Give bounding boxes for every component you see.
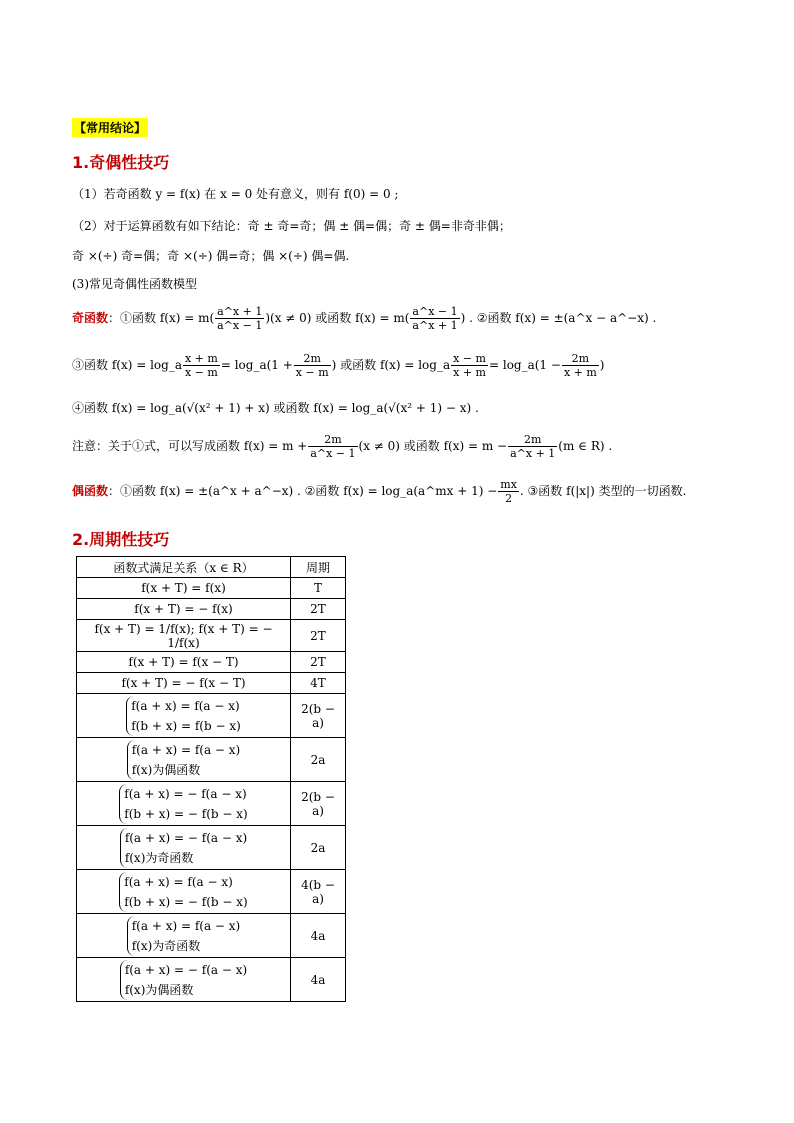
fraction-numerator: 2m bbox=[294, 352, 331, 366]
fraction-numerator: a^x + 1 bbox=[217, 305, 263, 318]
fraction bbox=[451, 352, 488, 379]
equation-line: f(a + x) = f(a − x) bbox=[124, 874, 233, 889]
odd1-text-b: )(x ≠ 0) 或函数 f(x) = m( bbox=[265, 311, 410, 325]
fraction-denominator: a^x + 1 bbox=[510, 447, 556, 460]
odd3-text-a: ③函数 f(x) = log_a bbox=[72, 358, 182, 372]
odd1-text-a: ：①函数 f(x) = m( bbox=[108, 311, 215, 325]
fraction-denominator: a^x − 1 bbox=[310, 447, 356, 460]
odd1-text-c: ) . ②函数 f(x) = ±(a^x − a^−x) . bbox=[460, 311, 657, 325]
equation-line: f(a + x) = − f(a − x) bbox=[124, 830, 248, 845]
equation-line: f(a + x) = − f(a − x) bbox=[124, 962, 248, 977]
equation-line: f(x + T) = f(x − T) bbox=[128, 655, 239, 669]
fraction-numerator: 2m bbox=[508, 433, 557, 447]
para-multiplication-rules: 奇 ×(÷) 奇=偶；奇 ×(÷) 偶=奇；偶 ×(÷) 偶=偶. bbox=[72, 249, 350, 263]
equation-system bbox=[119, 784, 247, 824]
period-cell: 4a bbox=[291, 914, 346, 958]
relation-cell bbox=[77, 870, 291, 914]
equation-line: f(x)为奇函数 bbox=[131, 938, 201, 953]
fraction bbox=[498, 478, 519, 505]
even-text-b: . ③函数 f(|x|) 类型的一切函数. bbox=[519, 484, 687, 498]
relation-cell bbox=[77, 738, 291, 782]
table-row bbox=[77, 870, 346, 914]
fraction bbox=[215, 305, 264, 332]
odd3-text-d: = log_a(1 − bbox=[488, 358, 561, 372]
fraction-denominator: x − m bbox=[295, 366, 329, 379]
period-cell: 2(b − a) bbox=[291, 694, 346, 738]
equation-line: f(b + x) = f(b − x) bbox=[131, 718, 241, 733]
table-row bbox=[77, 826, 346, 870]
even-text-a: ：①函数 f(x) = ±(a^x + a^−x) . ②函数 f(x) = log_a(a^mx + 1) − bbox=[108, 484, 498, 498]
fraction bbox=[562, 352, 599, 379]
column-header-period: 周期 bbox=[291, 557, 346, 578]
odd-function-label: 奇函数 bbox=[72, 311, 109, 325]
table-header-row bbox=[77, 557, 346, 578]
fraction-denominator: x + m bbox=[563, 366, 597, 379]
equation-system bbox=[127, 916, 241, 956]
equation-line: f(x + T) = 1/f(x); f(x + T) = − 1/f(x) bbox=[94, 621, 273, 650]
table-row bbox=[77, 620, 346, 652]
equation-system bbox=[120, 828, 247, 868]
fraction-denominator: 2 bbox=[505, 492, 513, 505]
odd-models-line-3 bbox=[72, 352, 604, 379]
heading-periodicity: 2.周期性技巧 bbox=[72, 530, 170, 549]
table-row bbox=[77, 914, 346, 958]
fraction-denominator: x − m bbox=[184, 366, 218, 379]
even-models-line bbox=[72, 478, 686, 505]
relation-cell bbox=[77, 578, 291, 599]
equation-line: f(a + x) = f(a − x) bbox=[131, 742, 241, 757]
period-cell: 4a bbox=[291, 958, 346, 1002]
period-cell: 2T bbox=[291, 599, 346, 620]
relation-cell bbox=[77, 599, 291, 620]
relation-cell bbox=[77, 652, 291, 673]
equation-line: f(x)为偶函数 bbox=[124, 982, 194, 997]
table-row bbox=[77, 578, 346, 599]
note-text-a: 注意：关于①式，可以写成函数 f(x) = m + bbox=[72, 439, 308, 453]
equation-line: f(x + T) = f(x) bbox=[141, 581, 226, 595]
note-text-b: (x ≠ 0) 或函数 f(x) = m − bbox=[358, 439, 508, 453]
fraction-denominator: a^x + 1 bbox=[412, 319, 458, 332]
fraction-numerator: x − m bbox=[453, 352, 486, 365]
odd-models-line-1 bbox=[72, 305, 656, 332]
relation-cell bbox=[77, 782, 291, 826]
even-function-label: 偶函数 bbox=[72, 484, 109, 498]
table-row bbox=[77, 673, 346, 694]
period-cell: 4T bbox=[291, 673, 346, 694]
para-models-title: (3)常见奇偶性函数模型 bbox=[72, 277, 197, 291]
equation-line: f(a + x) = f(a − x) bbox=[131, 918, 241, 933]
equation-line: f(x)为偶函数 bbox=[131, 762, 201, 777]
para-odd-function-zero: （1）若奇函数 y = f(x) 在 x = 0 处有意义，则有 f(0) = 0 ; bbox=[72, 187, 399, 201]
equation-line: f(x + T) = − f(x) bbox=[134, 602, 233, 616]
note-text-c: (m ∈ R) . bbox=[558, 439, 613, 453]
table-row bbox=[77, 958, 346, 1002]
odd3-text-e: ) bbox=[599, 358, 605, 372]
equation-line: f(x)为奇函数 bbox=[124, 850, 194, 865]
relation-cell bbox=[77, 958, 291, 1002]
section-tag: 【常用结论】 bbox=[72, 118, 148, 137]
fraction-numerator: a^x − 1 bbox=[412, 305, 458, 318]
periodicity-table bbox=[76, 556, 346, 1002]
period-cell: 2a bbox=[291, 738, 346, 782]
period-cell: T bbox=[291, 578, 346, 599]
fraction-denominator: a^x − 1 bbox=[217, 319, 263, 332]
equation-system bbox=[126, 696, 241, 736]
period-cell: 2T bbox=[291, 620, 346, 652]
odd3-text-b: = log_a(1 + bbox=[220, 358, 293, 372]
fraction bbox=[294, 352, 331, 379]
fraction bbox=[508, 433, 557, 460]
fraction-numerator: mx bbox=[500, 478, 517, 491]
period-cell: 2a bbox=[291, 826, 346, 870]
heading-parity: 1.奇偶性技巧 bbox=[72, 153, 170, 172]
fraction bbox=[410, 305, 459, 332]
table-row bbox=[77, 599, 346, 620]
relation-cell bbox=[77, 694, 291, 738]
table-row bbox=[77, 738, 346, 782]
odd3-text-c: ) 或函数 f(x) = log_a bbox=[331, 358, 451, 372]
period-cell: 2(b − a) bbox=[291, 782, 346, 826]
fraction-numerator: x + m bbox=[184, 352, 218, 365]
equation-line: f(b + x) = − f(b − x) bbox=[124, 894, 248, 909]
fraction bbox=[183, 352, 220, 379]
table-row bbox=[77, 782, 346, 826]
note-line bbox=[72, 433, 612, 460]
para-operation-rules: （2）对于运算函数有如下结论：奇 ± 奇=奇；偶 ± 偶=偶；奇 ± 偶=非奇非偶； bbox=[72, 219, 511, 233]
table-row bbox=[77, 652, 346, 673]
relation-cell bbox=[77, 826, 291, 870]
fraction bbox=[308, 433, 357, 460]
odd-models-line-4: ④函数 f(x) = log_a(√(x² + 1) + x) 或函数 f(x) = log_a(√(x² + 1) − x) . bbox=[72, 401, 479, 415]
fraction-denominator: x + m bbox=[453, 366, 486, 379]
equation-line: f(x + T) = − f(x − T) bbox=[121, 676, 246, 690]
column-header-relation: 函数式满足关系（x ∈ R） bbox=[77, 557, 291, 578]
fraction-numerator: 2m bbox=[562, 352, 599, 366]
equation-line: f(b + x) = − f(b − x) bbox=[124, 806, 248, 821]
equation-system bbox=[127, 740, 241, 780]
fraction-numerator: 2m bbox=[308, 433, 357, 447]
equation-system bbox=[120, 960, 247, 1000]
equation-line: f(a + x) = f(a − x) bbox=[131, 698, 240, 713]
equation-system bbox=[119, 872, 247, 912]
table-row bbox=[77, 694, 346, 738]
period-cell: 4(b − a) bbox=[291, 870, 346, 914]
relation-cell bbox=[77, 620, 291, 652]
relation-cell bbox=[77, 914, 291, 958]
relation-cell bbox=[77, 673, 291, 694]
period-cell: 2T bbox=[291, 652, 346, 673]
equation-line: f(a + x) = − f(a − x) bbox=[124, 786, 247, 801]
